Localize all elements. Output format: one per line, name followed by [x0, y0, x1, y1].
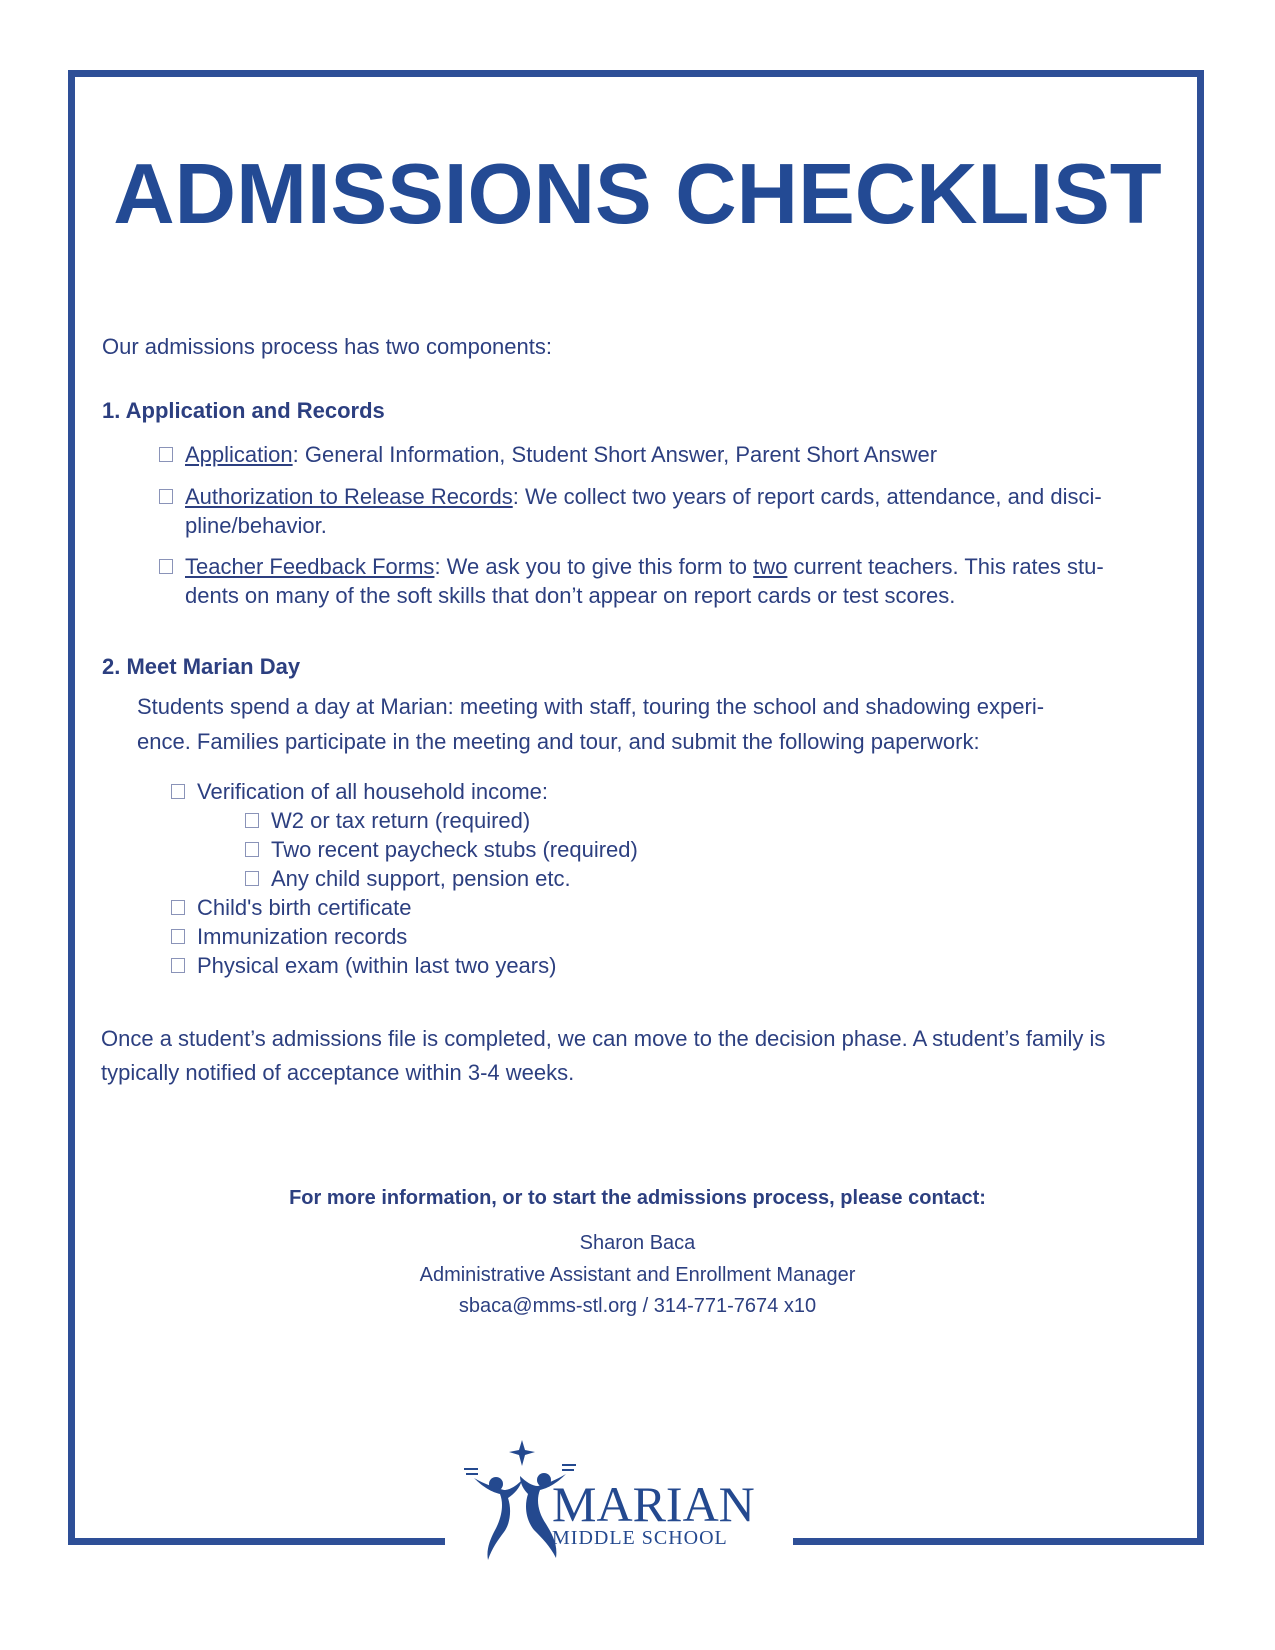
item-text: : General Information, Student Short Answer, Parent Short Answer [292, 442, 938, 467]
section2-heading: 2. Meet Marian Day [102, 654, 301, 679]
checkbox[interactable] [171, 958, 185, 973]
checkbox[interactable] [159, 559, 173, 574]
item-text: : We collect two years of report cards, attendance, and disci- [512, 484, 1102, 509]
marian-logo [462, 1440, 782, 1575]
item-text: : We ask you to give this form to [434, 554, 754, 579]
contact-info[interactable]: sbaca@mms-stl.org / 314-771-7674 x10 [458, 1295, 817, 1317]
list-item: Any child support, pension etc. [271, 866, 571, 891]
section2-paragraph: Students spend a day at Marian: meeting with staff, touring the school and shadowing experi- [137, 694, 1045, 719]
item-text: current teachers. This rates stu- [787, 554, 1104, 579]
contact-name: Sharon Baca [579, 1232, 696, 1254]
list-item: Two recent paycheck stubs (required) [271, 837, 638, 862]
list-item: Immunization records [197, 924, 408, 949]
item-link[interactable]: Teacher Feedback Forms [185, 554, 435, 579]
item-link[interactable]: Authorization to Release Records [185, 484, 513, 509]
checklist-item-teacher-forms [185, 552, 1104, 582]
checklist-item-application [185, 440, 937, 470]
logo-subtitle: MIDDLE SCHOOL [552, 1527, 728, 1549]
item-emphasis: two [753, 554, 788, 579]
checkbox[interactable] [171, 929, 185, 944]
checkbox[interactable] [245, 842, 259, 857]
star-icon [509, 1440, 535, 1466]
item-text-continued: dents on many of the soft skills that don’t appear on report cards or test scores. [185, 583, 956, 608]
section1-heading: 1. Application and Records [102, 398, 385, 423]
checkbox[interactable] [171, 900, 185, 915]
checklist-item-records [185, 482, 1102, 512]
checkbox[interactable] [159, 447, 173, 462]
checkbox[interactable] [171, 784, 185, 799]
contact-heading: For more information, or to start the admissions process, please contact: [289, 1187, 986, 1209]
list-item: W2 or tax return (required) [271, 808, 531, 833]
intro-text: Our admissions process has two components: [102, 334, 552, 359]
page-border [68, 70, 1204, 1545]
checkbox[interactable] [159, 489, 173, 504]
contact-role: Administrative Assistant and Enrollment Manager [419, 1264, 856, 1286]
item-link[interactable]: Application [185, 442, 293, 467]
list-item: Child's birth certificate [197, 895, 412, 920]
list-item: Verification of all household income: [197, 779, 548, 804]
checkbox[interactable] [245, 871, 259, 886]
checkbox[interactable] [245, 813, 259, 828]
logo-wordmark: MARIAN [552, 1476, 755, 1532]
section2-paragraph: ence. Families participate in the meeting and tour, and submit the following paperwork: [137, 729, 980, 754]
closing-paragraph: typically notified of acceptance within 3-4 weeks. [101, 1060, 575, 1085]
page-title: ADMISSIONS CHECKLIST [113, 147, 1162, 242]
list-item: Physical exam (within last two years) [197, 953, 557, 978]
item-text-continued: pline/behavior. [185, 513, 327, 538]
closing-paragraph: Once a student’s admissions file is completed, we can move to the decision phase. A student’s family is [101, 1026, 1106, 1051]
